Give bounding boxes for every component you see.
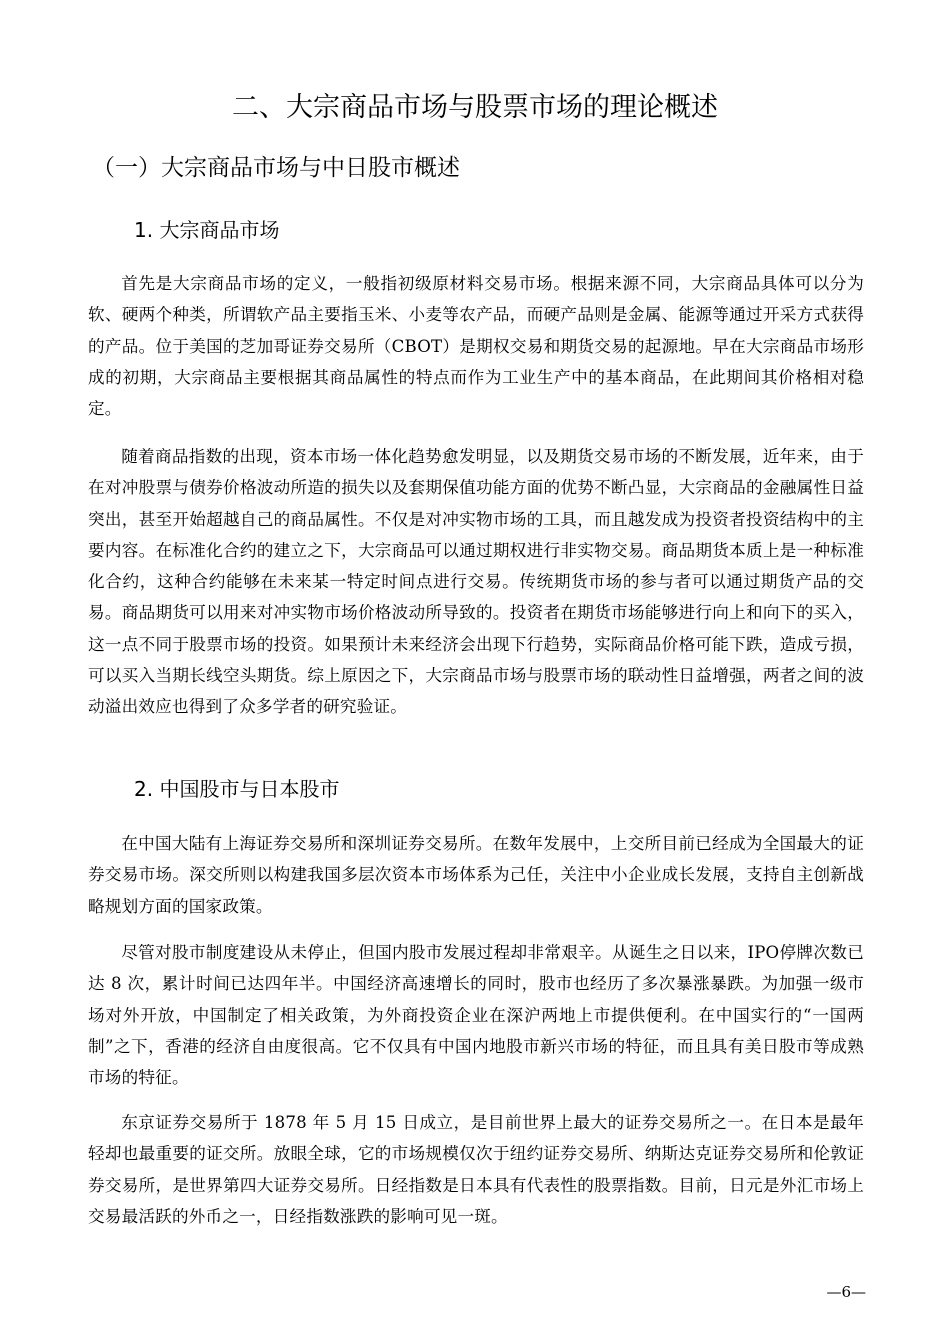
paragraph-china-stock-history: 尽管对股市制度建设从未停止，但国内股市发展过程却非常艰辛。从诞生之日以来，IPO停牌次数已达 8 次，累计时间已达四年半。中国经济高速增长的同时，股市也经历了多次暴涨暴跌。为加强一级市场对外开放，中国制定了相关政策，为外商投资企业在深沪两地上市提供便利。在中国实行的“一国两制”之下，香港的经济自由度很高。它不仅具有中国内地股市新兴市场的特征，而且具有美日股市等成熟市场的特征。 — [88, 943, 864, 1088]
subsection-heading-commodity-market: 1. 大宗商品市场 — [134, 218, 280, 242]
page-number: —6— — [826, 1283, 866, 1301]
section-heading: （一）大宗商品市场与中日股市概述 — [92, 155, 460, 181]
paragraph-tokyo-exchange: 东京证券交易所于 1878 年 5 月 15 日成立，是目前世界上最大的证券交易所之一。在日本是最年轻却也最重要的证交所。放眼全球，它的市场规模仅次于纽约证券交易所、纳斯达克证券交易所和伦敦证券交易所，是世界第四大证券交易所。日经指数是日本具有代表性的股票指数。目前，日元是外汇市场上交易最活跃的外币之一，日经指数涨跌的影响可见一斑。 — [88, 1113, 864, 1226]
page-title: 二、大宗商品市场与股票市场的理论概述 — [232, 92, 718, 123]
paragraph-commodity-financialization: 随着商品指数的出现，资本市场一体化趋势愈发明显，以及期货交易市场的不断发展，近年来，由于在对冲股票与债券价格波动所造的损失以及套期保值功能方面的优势不断凸显，大宗商品的金融属性日益突出，甚至开始超越自己的商品属性。不仅是对冲实物市场的工具，而且越发成为投资者投资结构中的主要内容。在标准化合约的建立之下，大宗商品可以通过期权进行非实物交易。商品期货本质上是一种标准化合约，这种合约能够在未来某一特定时间点进行交易。传统期货市场的参与者可以通过期货产品的交易。商品期货可以用来对冲实物市场价格波动所导致的。投资者在期货市场能够进行向上和向下的买入，这一点不同于股票市场的投资。如果预计未来经济会出现下行趋势，实际商品价格可能下跌，造成亏损，可以买入当期长线空头期货。综上原因之下，大宗商品市场与股票市场的联动性日益增强，两者之间的波动溢出效应也得到了众多学者的研究验证。 — [88, 447, 864, 717]
paragraph-commodity-definition: 首先是大宗商品市场的定义，一般指初级原材料交易市场。根据来源不同，大宗商品具体可以分为软、硬两个种类，所谓软产品主要指玉米、小麦等农产品，而硬产品则是金属、能源等通过开采方式获得的产品。位于美国的芝加哥证券交易所（CBOT）是期权交易和期货交易的起源地。早在大宗商品市场形成的初期，大宗商品主要根据其商品属性的特点而作为工业生产中的基本商品，在此期间其价格相对稳定。 — [88, 274, 864, 419]
subsection-heading-china-japan-stock: 2. 中国股市与日本股市 — [134, 777, 340, 801]
paragraph-china-exchanges: 在中国大陆有上海证券交易所和深圳证券交易所。在数年发展中，上交所目前已经成为全国最大的证券交易市场。深交所则以构建我国多层次资本市场体系为己任，关注中小企业成长发展，支持自主创新战略规划方面的国家政策。 — [88, 834, 864, 916]
